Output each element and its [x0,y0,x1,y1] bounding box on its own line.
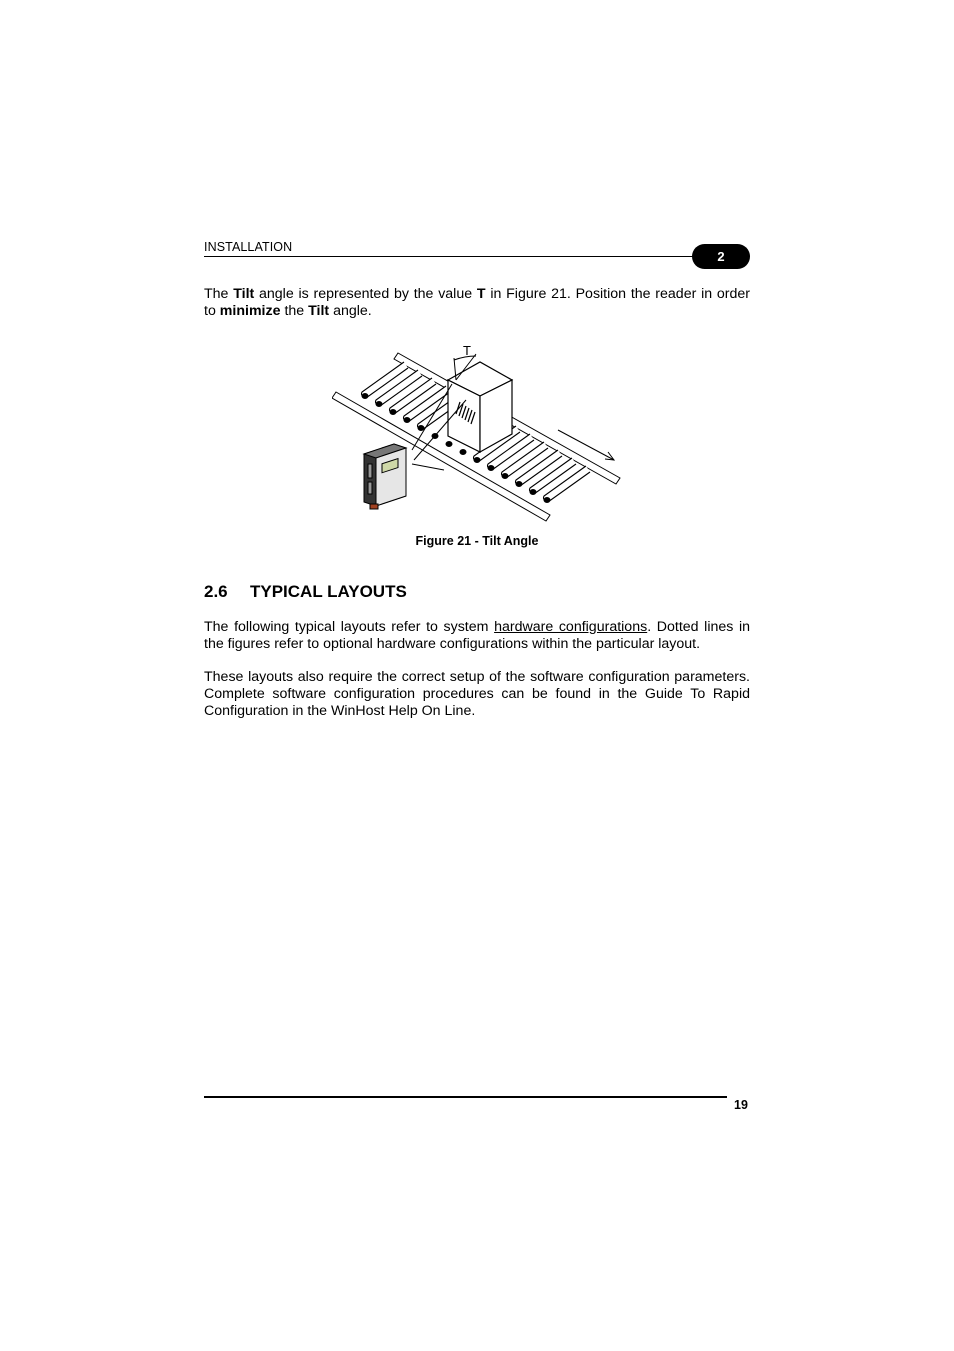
section-number: 2.6 [204,582,228,601]
layouts-paragraph-2: These layouts also require the correct setup of the software configuration parameters. Complete software configuration procedures can be found in the Guide To Rapid Configuration in the WinHost Help On Line. [204,669,750,719]
hardware-configurations-link[interactable]: hardware configurations [494,619,648,635]
intro-bold-tilt-2: Tilt [308,303,330,319]
intro-text-1: The [204,286,234,302]
intro-bold-tilt: Tilt [233,286,255,302]
page-number: 19 [734,1098,748,1112]
tilt-angle-figure [332,340,624,528]
intro-text-3: in Figure 21. Position the reader in order to [204,286,750,319]
section-heading [204,582,407,602]
figure-caption: Figure 21 - Tilt Angle [415,534,539,548]
intro-text-2: angle is represented by the value [254,286,477,302]
para1-text-2: . Dotted lines in the figures refer to optional hardware configurations within the particular layout. [204,619,751,652]
layouts-paragraph-1 [204,619,750,653]
running-header: INSTALLATION [204,240,293,254]
para1-text-1: The following typical layouts refer to system [204,619,495,635]
package-box [448,362,512,452]
intro-text-5: angle. [329,303,372,319]
intro-text-4: the [280,303,309,319]
tilt-label: T [463,343,471,358]
intro-paragraph [204,286,750,320]
footer-rule [204,1096,727,1098]
chapter-badge: 2 [692,244,750,269]
reader-device [364,444,406,509]
section-title: TYPICAL LAYOUTS [250,582,407,601]
intro-bold-minimize: minimize [219,303,281,319]
header-rule [204,256,700,257]
intro-bold-t: T [476,286,486,302]
